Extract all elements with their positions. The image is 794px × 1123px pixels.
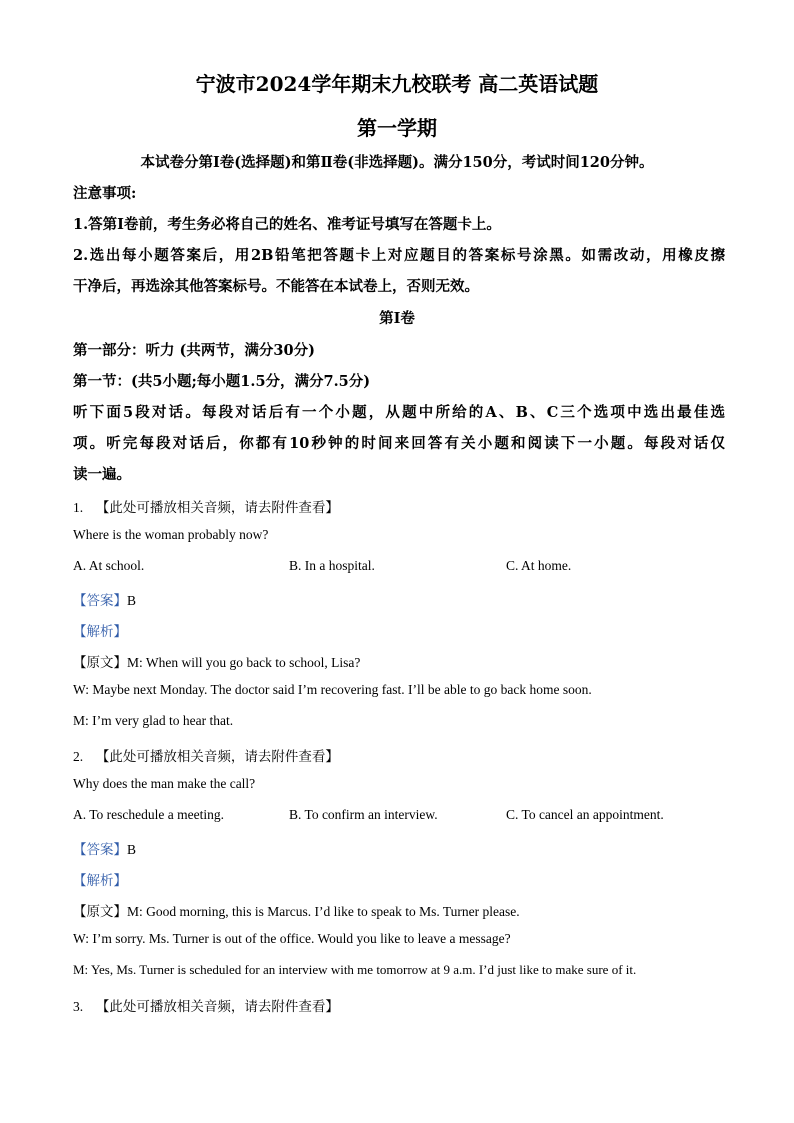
notice-item-1: 1.答第Ⅰ卷前，考生务必将自己的姓名、准考证号填写在答题卡上。 bbox=[73, 216, 501, 233]
question-1-transcript-line-2: W: Maybe next Monday. The doctor said I’m recovering fast. I’ll be able to go back home soon. bbox=[73, 682, 592, 697]
answer-tag: 【答案】 bbox=[73, 842, 127, 857]
question-1-stem: Where is the woman probably now? bbox=[73, 527, 269, 542]
question-1-option-c: C. At home. bbox=[506, 558, 572, 573]
instruction-line-2: 项。听完每段对话后，你都有10秒钟的时间来回答有关小题和阅读下一小题。每段对话仅 bbox=[73, 435, 725, 452]
exam-summary: 本试卷分第Ⅰ卷(选择题)和第Ⅱ卷(非选择题)。满分150分，考试时间120分钟。 bbox=[140, 154, 654, 171]
answer-tag: 【答案】 bbox=[73, 593, 127, 608]
audio-note-link[interactable]: 【此处可播放相关音频，请去附件查看】 bbox=[95, 999, 339, 1014]
question-3-header bbox=[73, 995, 339, 1015]
question-1-transcript-line-3: M: I’m very glad to hear that. bbox=[73, 713, 234, 728]
question-number: 3. bbox=[73, 999, 84, 1014]
notice-item-2-line-2: 干净后，再选涂其他答案标号。不能答在本试卷上，否则无效。 bbox=[73, 278, 479, 295]
question-2-analysis-tag: 【解析】 bbox=[73, 873, 127, 888]
notice-heading: 注意事项: bbox=[73, 185, 137, 202]
transcript-text: M: Good morning, this is Marcus. I’d like to speak to Ms. Turner please. bbox=[127, 904, 520, 919]
question-1-transcript-line-1 bbox=[73, 651, 360, 671]
instruction-line-1: 听下面5段对话。每段对话后有一个小题，从题中所给的A、B、C三个选项中选出最佳选 bbox=[73, 404, 725, 421]
question-1-analysis-tag: 【解析】 bbox=[73, 624, 127, 639]
transcript-tag: 【原文】 bbox=[73, 904, 127, 919]
transcript-text: M: When will you go back to school, Lisa? bbox=[127, 655, 361, 670]
question-number: 1. bbox=[73, 500, 84, 515]
transcript-tag: 【原文】 bbox=[73, 655, 127, 670]
part-heading: 第一部分：听力 (共两节，满分30分) bbox=[73, 342, 315, 359]
question-2-header bbox=[73, 745, 339, 765]
answer-value: B bbox=[127, 842, 137, 857]
question-2-answer bbox=[73, 838, 136, 858]
answer-value: B bbox=[127, 593, 137, 608]
page-title: 宁波市2024学年期末九校联考 高二英语试题 bbox=[195, 72, 599, 96]
question-2-option-b: B. To confirm an interview. bbox=[289, 807, 438, 822]
question-2-transcript-line-3: M: Yes, Ms. Turner is scheduled for an interview with me tomorrow at 9 a.m. I’d just like to make sure of it. bbox=[73, 962, 637, 977]
question-2-option-c: C. To cancel an appointment. bbox=[506, 807, 664, 822]
question-number: 2. bbox=[73, 749, 84, 764]
question-2-option-a: A. To reschedule a meeting. bbox=[73, 807, 225, 822]
question-1-answer bbox=[73, 589, 136, 609]
audio-note-link[interactable]: 【此处可播放相关音频，请去附件查看】 bbox=[95, 500, 339, 515]
subsection-heading: 第一节：(共5小题;每小题1.5分，满分7.5分) bbox=[73, 373, 371, 390]
instruction-line-3: 读一遍。 bbox=[73, 466, 131, 483]
page-subtitle: 第一学期 bbox=[357, 116, 437, 140]
question-2-stem: Why does the man make the call? bbox=[73, 776, 256, 791]
audio-note-link[interactable]: 【此处可播放相关音频，请去附件查看】 bbox=[95, 749, 339, 764]
question-1-header bbox=[73, 496, 339, 516]
question-2-transcript-line-1 bbox=[73, 900, 520, 920]
volume-heading: 第Ⅰ卷 bbox=[379, 310, 415, 327]
question-2-transcript-line-2: W: I’m sorry. Ms. Turner is out of the office. Would you like to leave a message? bbox=[73, 931, 511, 946]
notice-item-2-line-1: 2.选出每小题答案后，用2B铅笔把答题卡上对应题目的答案标号涂黑。如需改动，用橡皮擦 bbox=[73, 247, 725, 264]
question-1-option-a: A. At school. bbox=[73, 558, 145, 573]
question-1-option-b: B. In a hospital. bbox=[289, 558, 375, 573]
